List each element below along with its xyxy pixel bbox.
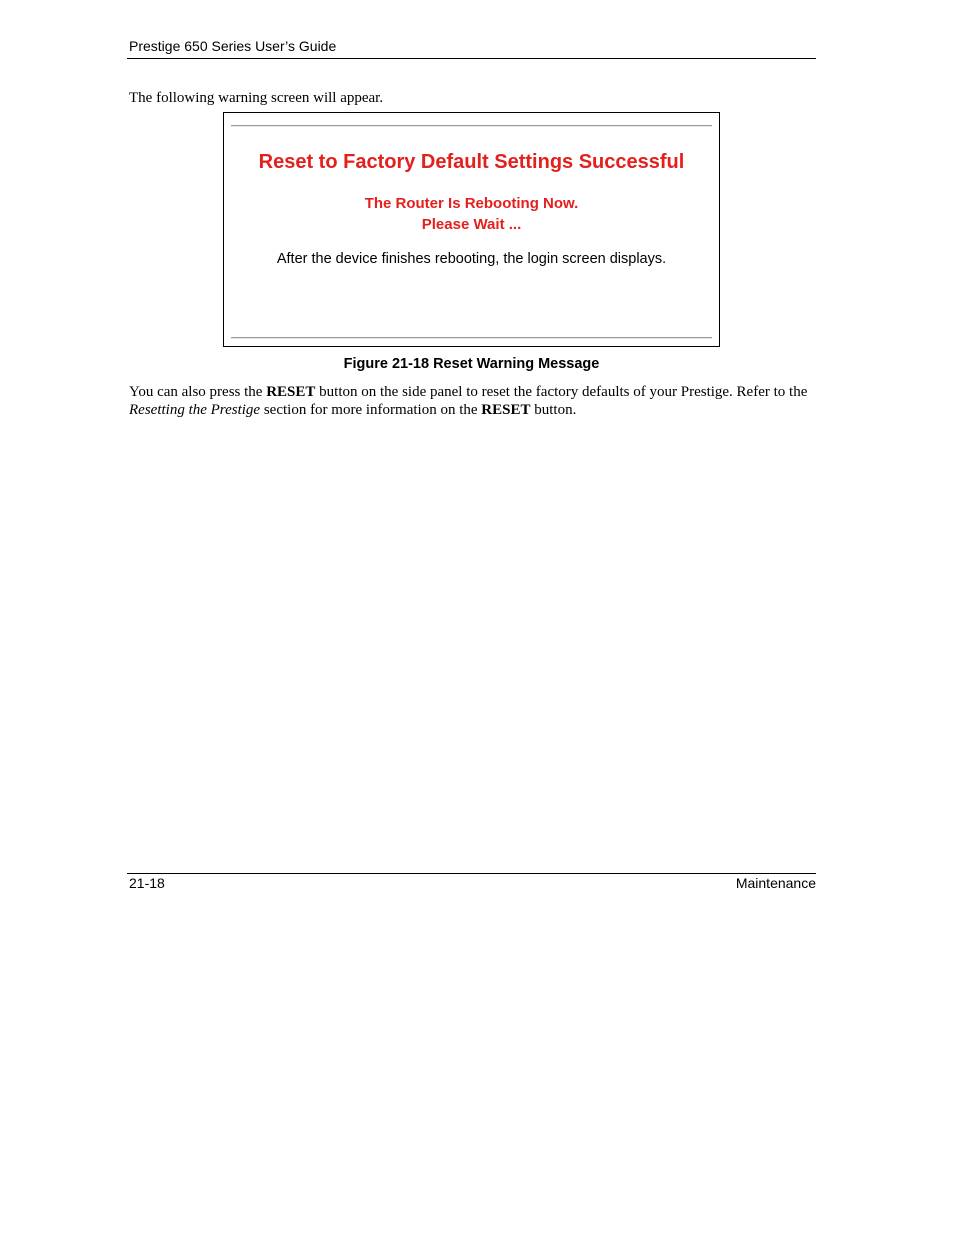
body-text-segment: button on the side panel to reset the factory defaults of your Prestige. Refer to the bbox=[315, 384, 808, 400]
reset-keyword: RESET bbox=[266, 384, 316, 400]
body-paragraph bbox=[129, 383, 819, 419]
header-rule bbox=[127, 58, 816, 59]
figure-heading: Reset to Factory Default Settings Successful bbox=[258, 151, 685, 173]
body-text-segment: section for more information on the bbox=[260, 402, 482, 418]
footer-rule bbox=[127, 873, 816, 874]
figure-top-divider bbox=[231, 125, 712, 127]
figure-caption: Figure 21-18 Reset Warning Message bbox=[343, 356, 600, 372]
figure-bottom-divider bbox=[231, 337, 712, 339]
page-header-title: Prestige 650 Series User’s Guide bbox=[129, 38, 337, 54]
figure-info-text: After the device finishes rebooting, the login screen displays. bbox=[276, 251, 667, 267]
figure-wait-text: Please Wait ... bbox=[421, 216, 522, 233]
body-text-segment: You can also press the bbox=[129, 384, 267, 400]
body-text-segment: button. bbox=[530, 402, 577, 418]
reset-keyword: RESET bbox=[481, 402, 531, 418]
intro-paragraph: The following warning screen will appear. bbox=[129, 90, 384, 106]
figure-rebooting-text: The Router Is Rebooting Now. bbox=[364, 195, 579, 212]
warning-screen-figure bbox=[223, 112, 720, 347]
section-reference: Resetting the Prestige bbox=[129, 402, 261, 418]
footer-section-name: Maintenance bbox=[735, 875, 816, 891]
page-number: 21-18 bbox=[129, 875, 165, 891]
